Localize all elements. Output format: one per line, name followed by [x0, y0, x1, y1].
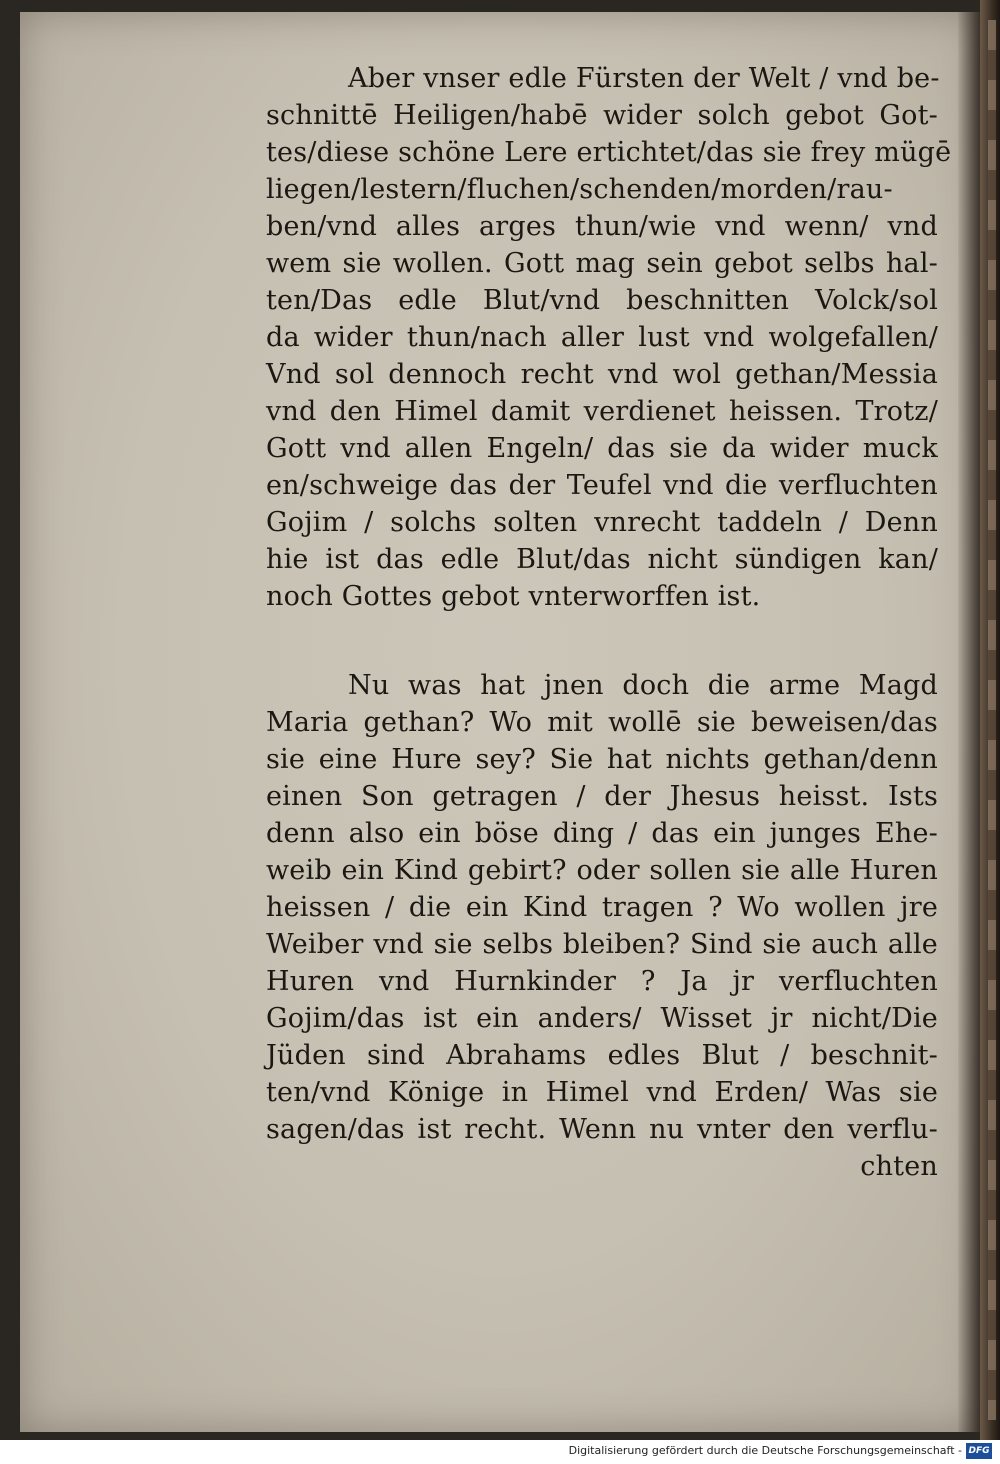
- text-line: sagen/das ist recht. Wenn nu vnter den verflu-: [266, 1114, 938, 1145]
- text-line: weib ein Kind gebirt? oder sollen sie alle Huren: [266, 855, 938, 886]
- text-line: en/schweige das der Teufel vnd die verfluchten: [266, 470, 938, 501]
- spine-binding: [988, 20, 996, 1420]
- text-line: tes/diese schöne Lere ertichtet/das sie frey mügē: [266, 137, 952, 168]
- text-line: ten/vnd Könige in Himel vnd Erden/ Was sie: [266, 1077, 938, 1108]
- text-line: ten/Das edle Blut/vnd beschnitten Volck/sol: [266, 285, 938, 316]
- book-spine: [980, 0, 1000, 1440]
- text-line: Weiber vnd sie selbs bleiben? Sind sie auch alle: [266, 929, 938, 960]
- text-line: ben/vnd alles arges thun/wie vnd wenn/ vnd: [266, 211, 938, 242]
- text-line: vnd den Himel damit verdienet heissen. Trotz/: [266, 396, 938, 427]
- text-line: Nu was hat jnen doch die arme Magd: [348, 670, 938, 701]
- text-line: sie eine Hure sey? Sie hat nichts gethan/denn: [266, 744, 938, 775]
- paragraph-2: [266, 667, 938, 1185]
- dfg-logo: DFG: [966, 1443, 992, 1459]
- catchword: chten: [860, 1151, 938, 1182]
- text-line: Gojim / solchs solten vnrecht taddeln / Denn: [266, 507, 938, 538]
- text-line: heissen / die ein Kind tragen ? Wo wollen jre: [266, 892, 938, 923]
- paragraph-spacer: [266, 615, 938, 667]
- text-line: Huren vnd Hurnkinder ? Ja jr verfluchten: [266, 966, 938, 997]
- text-line: liegen/lestern/fluchen/schenden/morden/rau-: [266, 174, 893, 205]
- text-line: hie ist das edle Blut/das nicht sündigen kan/: [266, 544, 938, 575]
- text-line: denn also ein böse ding / das ein junges Ehe-: [266, 818, 938, 849]
- text-line: Aber vnser edle Fürsten der Welt / vnd be-: [348, 63, 940, 94]
- text-line: schnittē Heiligen/habē wider solch gebot Got-: [266, 100, 938, 131]
- funding-credit: Digitalisierung gefördert durch die Deutsche Forschungsgemeinschaft -: [568, 1444, 962, 1457]
- text-line: da wider thun/nach aller lust vnd wolgefallen/: [266, 322, 938, 353]
- text-line: Maria gethan? Wo mit wollē sie beweisen/das: [266, 707, 938, 738]
- text-line: Vnd sol dennoch recht vnd wol gethan/Messia: [266, 359, 938, 390]
- text-line: einen Son getragen / der Jhesus heisst. Ists: [266, 781, 938, 812]
- text-line: Gojim/das ist ein anders/ Wisset jr nicht/Die: [266, 1003, 938, 1034]
- text-line: Gott vnd allen Engeln/ das sie da wider muck: [266, 433, 938, 464]
- text-line: Jüden sind Abrahams edles Blut / beschnit-: [266, 1040, 938, 1071]
- text-line: noch Gottes gebot vnterworffen ist.: [266, 581, 761, 612]
- text-line: wem sie wollen. Gott mag sein gebot selbs hal-: [266, 248, 938, 279]
- footer-bar: [0, 1440, 1000, 1464]
- page-gutter-shadow: [958, 12, 980, 1432]
- paragraph-1: [266, 60, 952, 615]
- page-text: [266, 60, 952, 1185]
